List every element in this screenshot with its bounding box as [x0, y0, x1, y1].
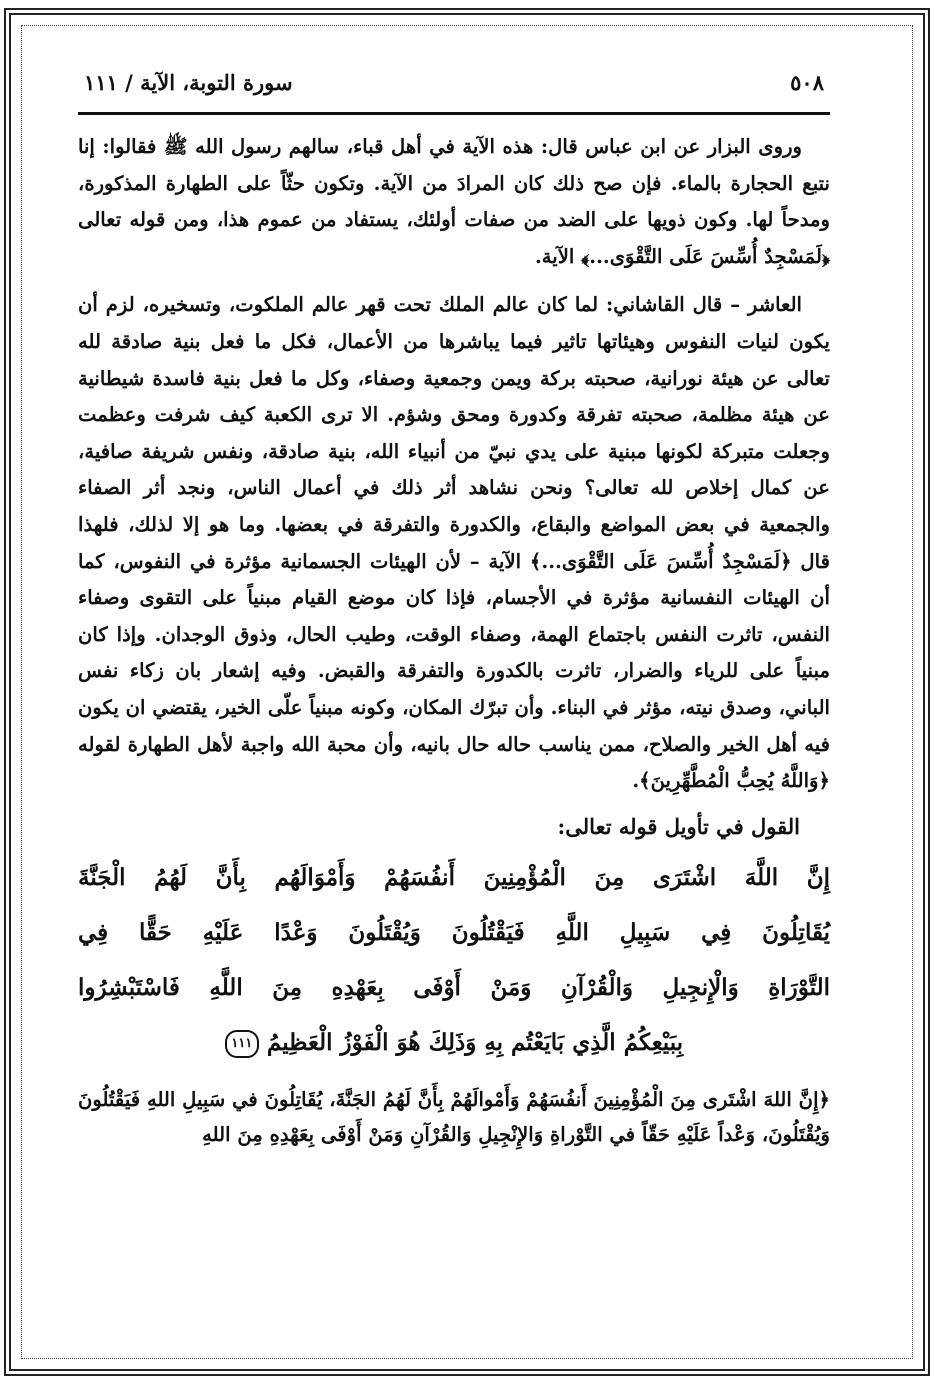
quran-line: يُقَاتِلُونَ فِي سَبِيلِ اللَّهِ فَيَقْتُلُونَ وَيُقْتَلُونَ وَعْدًا عَلَيْهِ حَقًّا فِي	[78, 918, 830, 946]
closing-paragraph: ﴿إِنَّ اللهَ اشْتَرى مِنَ الْمُؤْمِنِينَ أَنفُسَهُمْ وَأَمْوالَهُمْ بِأَنَّ لَهُمُ الجَنَّةَ، يُقَاتِلُونَ في سَبِيلِ اللهِ فَيَقْتُلُونَ وَيُقْتَلُونَ، وَعْداً عَلَيْهِ حَقّاً في التَّوْراةِ وَالإِنْجِيلِ وَالقُرْآنِ وَمَنْ أَوْفَى بِعَهْدِهِ مِنَ اللهِ	[78, 1087, 830, 1146]
book-page	[78, 70, 830, 1152]
verse-number-marker: ١١١	[225, 1030, 259, 1058]
running-title: سورة التوبة، الآية / ١١١	[84, 70, 293, 95]
page-number: ٥٠٨	[790, 70, 824, 95]
paragraph-qashani: العاشر – قال القاشاني: لما كان عالم الملك تحت قهر عالم الملكوت، وتسخيره، لزم أن يكون لنيات النفوس وهيئاتها تاثير فيما يباشرها من الأعمال، فكل ما فعل بنية صادقة لله تعالى عن هيئة نورانية، صحبته بركة ويمن وجمعية وصفاء، وكل ما فعل بنية فاسدة شيطانية عن هيئة مظلمة، صحبته تفرقة وكدورة ومحق وشؤم. الا ترى الكعبة كيف شرفت وعظمت وجعلت متبركة لكونها مبنية على يدي نبيّ من أنبياء الله، بنية صادقة، ونفس شريفة صافية، عن كمال إخلاص لله تعالى؟ ونحن نشاهد أثر ذلك في أعمال الناس، ونجد أثر الصفاء والجمعية في بعض المواضع والبقاع، والكدورة والتفرقة في بعضها. وما هو إلا لذلك، فلهذا قال ﴿لَمَسْجِدٌ أُسِّسَ عَلَى التَّقْوَى...﴾ الآية – لأن الهيئات الجسمانية مؤثرة في النفوس، كما أن الهيئات النفسانية مؤثرة في الأجسام، فإذا كان موضع القيام مبنياً على التقوى وصفاء النفس، تاثرت النفس باجتماع الهمة، وصفاء الوقت، وطيب الحال، وذوق الوجدان. وإذا كان مبنياً على للرياء والضرار، تاثرت بالكدورة والتفرقة والقبض. وفيه إشعار بان زكاء نفس الباني، وصدق نيته، مؤثر في البناء. وأن تبرّك المكان، وكونه مبنياً علّى الخير، يقتضي ان يكون فيه أهل الخير والصلاح، ممن يناسب حاله حال بانيه، وأن محبة الله واجبة لأهل الطهارة لقوله ﴿وَاللَّهُ يُحِبُّ الْمُطَّهِّرِينَ﴾.	[78, 293, 830, 793]
quran-line: بِبَيْعِكُمُ الَّذِي بَايَعْتُم بِهِ وَذَلِكَ هُوَ الْفَوْزُ الْعَظِيمُ	[266, 1028, 684, 1056]
quran-line: إِنَّ اللَّهَ اشْتَرَى مِنَ الْمُؤْمِنِينَ أَنفُسَهُمْ وَأَمْوَالَهُم بِأَنَّ لَهُمُ الْجَنَّةَ	[78, 863, 830, 891]
quran-verse-block	[78, 850, 830, 1070]
paragraph-bazzar: وروى البزار عن ابن عباس قال: هذه الآية في أهل قباء، سالهم رسول الله ﷺ فقالوا: إنا نتبع الحجارة بالماء. فإن صح ذلك كان المرادَ من الآية. وتكون حثّاً على الطهارة المذكورة، ومدحاً لها. وكون ذويها على الضد من صفات أولئك، يستفاد من عموم هذا، ومن قوله تعالى ﴿لَمَسْجِدٌ أُسِّسَ عَلَى التَّقْوَى...﴾ الآية.	[78, 135, 830, 268]
quran-line-last	[78, 1015, 830, 1070]
page-header	[78, 70, 830, 115]
section-heading: القول في تأويل قوله تعالى:	[557, 813, 800, 839]
quran-line: التَّوْرَاةِ وَالْإِنجِيلِ وَالْقُرْآنِ وَمَنْ أَوْفَى بِعَهْدِهِ مِنَ اللَّهِ فَاسْتَبْشِرُوا	[78, 973, 830, 1001]
